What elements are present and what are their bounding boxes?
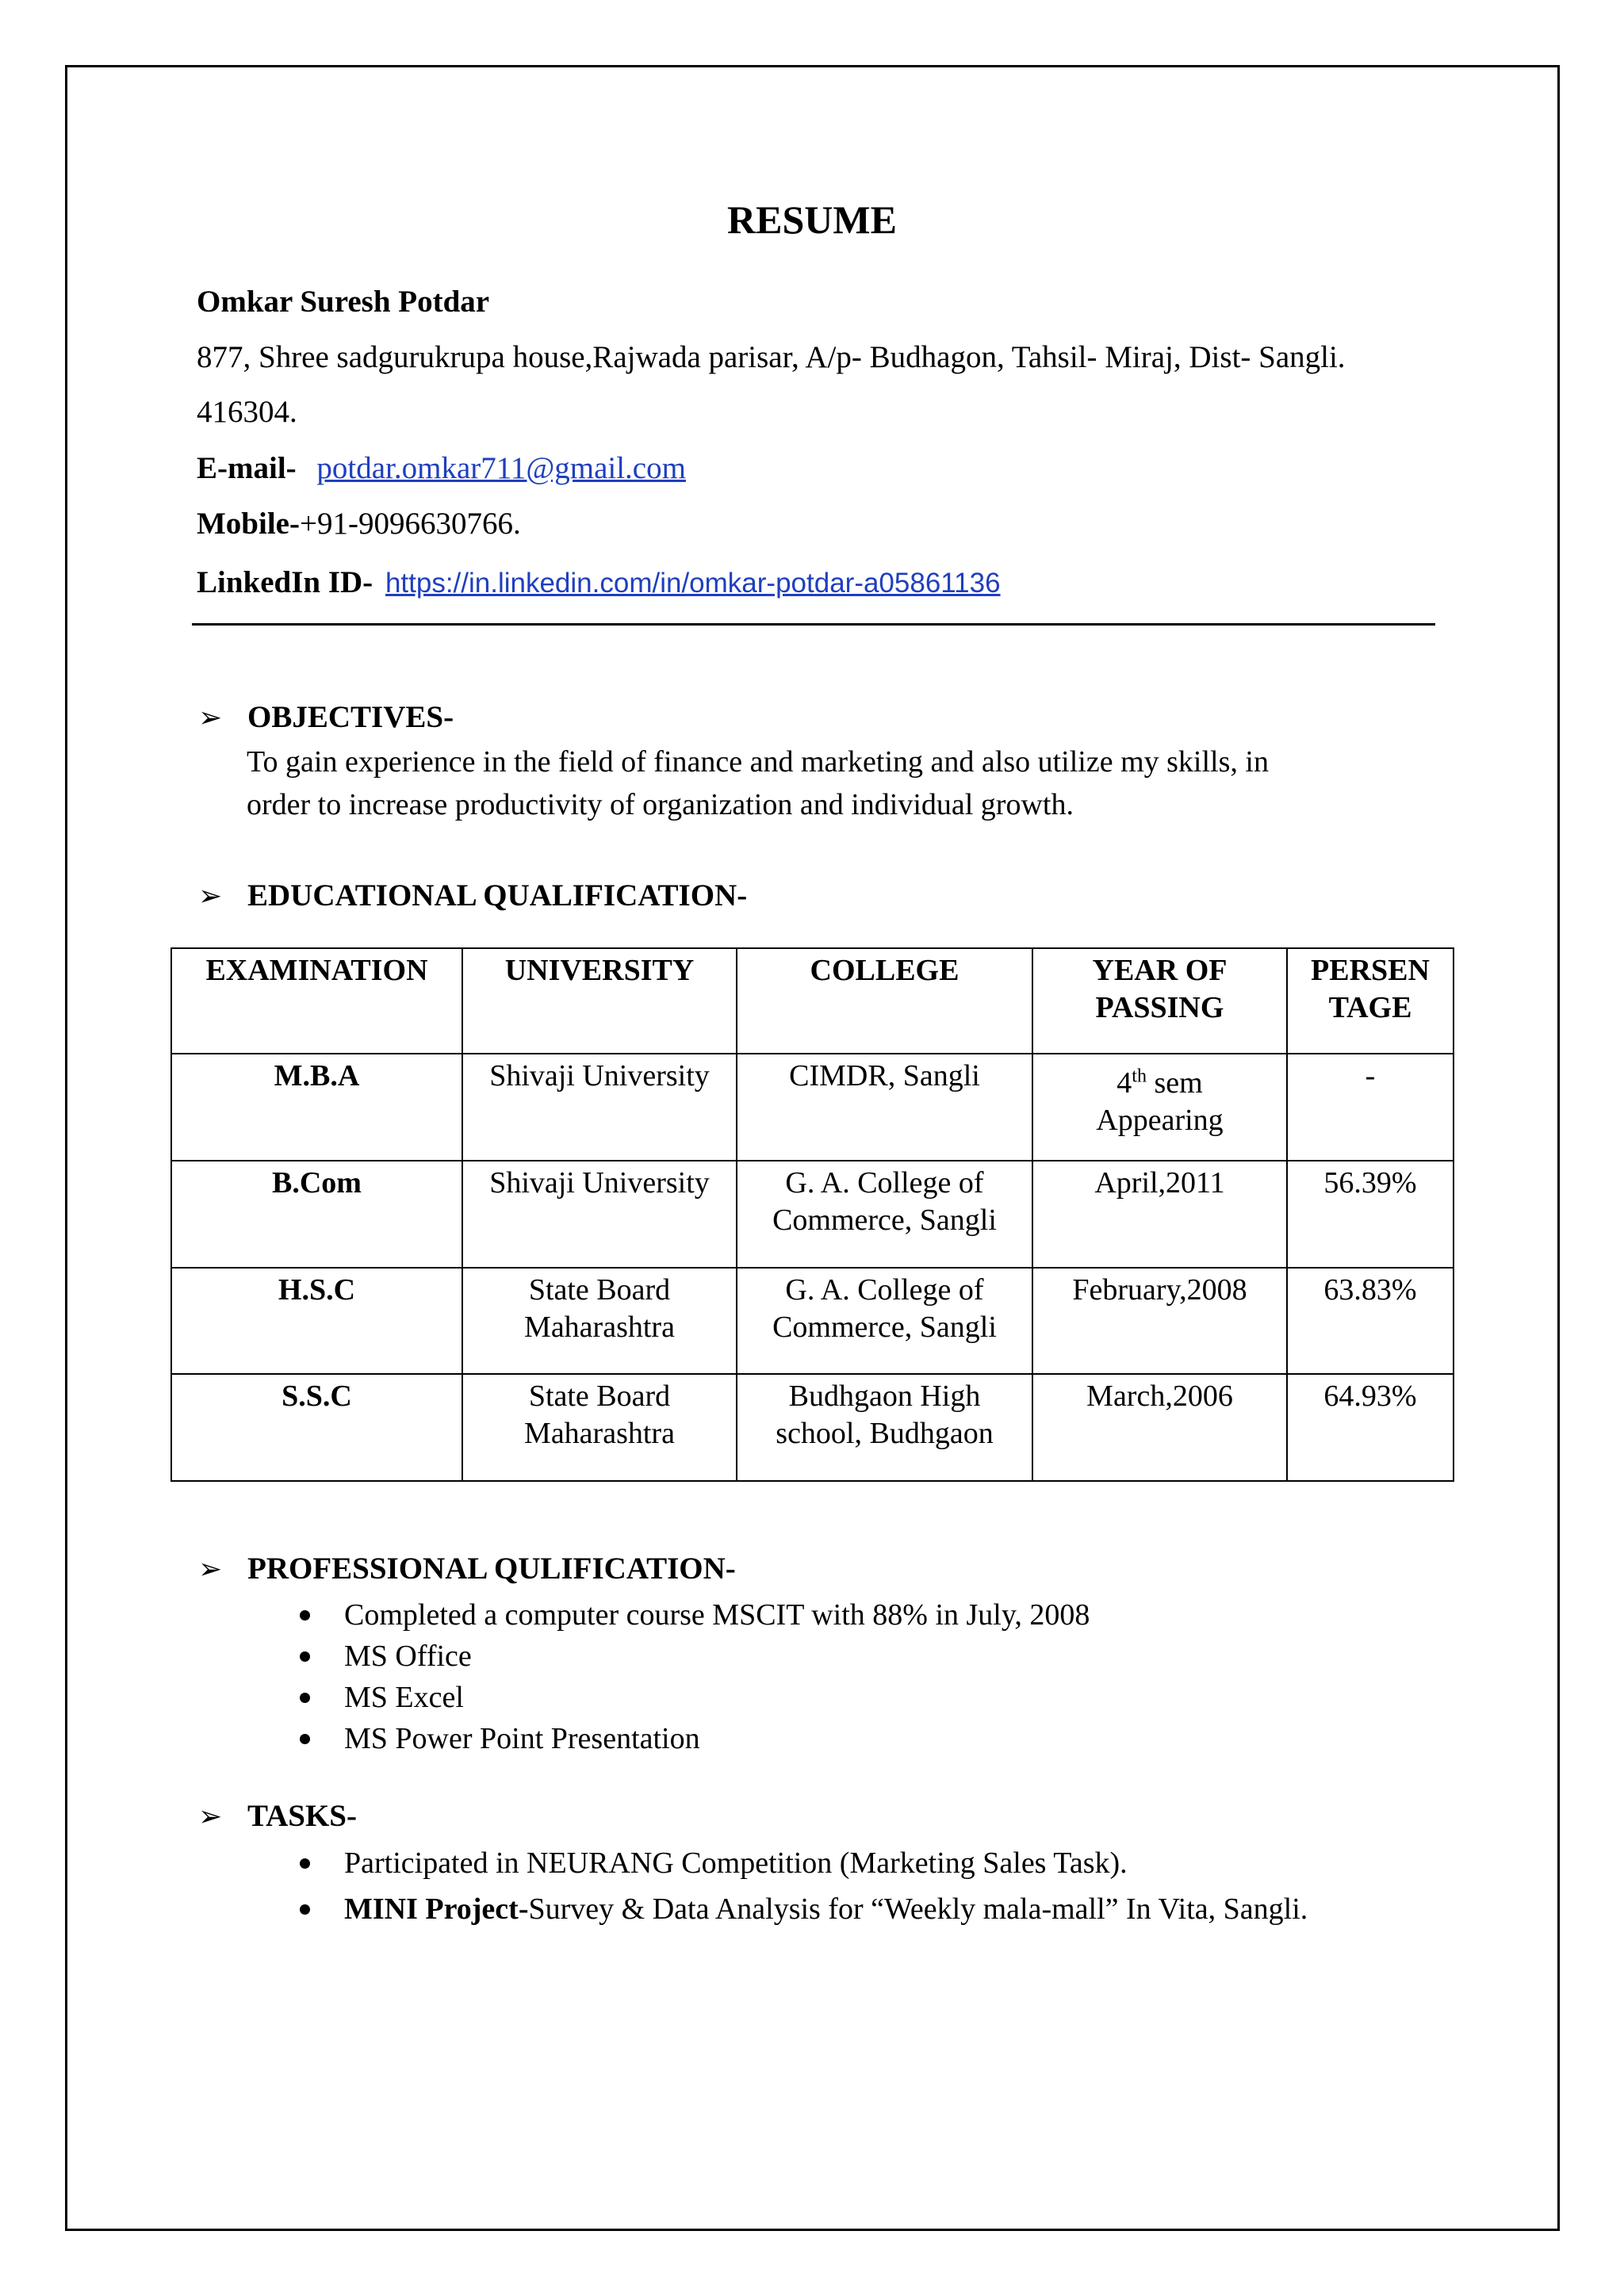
- column-header-college: COLLEGE: [737, 948, 1032, 1054]
- cell-college: CIMDR, Sangli: [737, 1054, 1032, 1161]
- cell-year-text: [1081, 1058, 1239, 1139]
- cell-exam: M.B.A: [171, 1054, 462, 1161]
- mobile-row: [197, 506, 521, 541]
- header-divider: [192, 623, 1435, 626]
- cell-college-text: G. A. College of Commerce, Sangli: [772, 1165, 997, 1237]
- cell-college: [737, 1374, 1032, 1481]
- address-line-2: 416304.: [197, 395, 297, 429]
- mobile-label: Mobile-: [197, 507, 300, 541]
- cell-university: Shivaji University: [462, 1054, 737, 1161]
- mobile-number: +91-9096630766.: [299, 507, 521, 541]
- list-item-text: Survey & Data Analysis for “Weekly mala-mall” In Vita, Sangli.: [528, 1892, 1308, 1926]
- tasks-list: [344, 1843, 1308, 1930]
- list-item-text: Participated in NEURANG Competition (Marketing Sales Task).: [344, 1846, 1128, 1880]
- cell-year: [1032, 1054, 1287, 1161]
- mini-project-label: MINI Project-: [344, 1892, 529, 1926]
- bullet-dot-icon: [300, 1693, 310, 1703]
- linkedin-row: [197, 564, 1001, 600]
- professional-heading: PROFESSIONAL QULIFICATION-: [247, 1552, 736, 1586]
- table-row: [171, 1374, 1454, 1481]
- cell-percentage: 64.93%: [1287, 1374, 1454, 1481]
- bullet-dot-icon: [300, 1858, 310, 1869]
- list-item-text: MS Excel: [344, 1681, 464, 1714]
- professional-list: [344, 1594, 1090, 1759]
- linkedin-link[interactable]: https://in.linkedin.com/in/omkar-potdar-a05861136: [385, 568, 1001, 599]
- objectives-heading-row: [198, 699, 454, 735]
- table-row: [171, 1054, 1454, 1161]
- column-header-percentage: [1287, 948, 1454, 1054]
- arrow-bullet-icon: ➢: [198, 702, 223, 734]
- cell-percentage: 63.83%: [1287, 1268, 1454, 1375]
- list-item-text: Completed a computer course MSCIT with 88% in July, 2008: [344, 1598, 1090, 1632]
- cell-university-text: State Board Maharashtra: [524, 1380, 675, 1451]
- address-line-1: 877, Shree sadgurukrupa house,Rajwada parisar, A/p- Budhagon, Tahsil- Miraj, Dist- Sangli.: [197, 340, 1346, 374]
- column-header-percentage-text: PERSEN TAGE: [1311, 954, 1430, 1024]
- bullet-dot-icon: [300, 1610, 310, 1621]
- email-label: E-mail-: [197, 451, 297, 485]
- arrow-bullet-icon: ➢: [198, 1800, 223, 1833]
- objectives-line-2: order to increase productivity of organization and individual growth.: [247, 788, 1074, 821]
- bullet-dot-icon: [300, 1904, 310, 1915]
- cell-exam: S.S.C: [171, 1374, 462, 1481]
- email-link[interactable]: potdar.omkar711@gmail.com: [316, 451, 686, 485]
- cell-percentage: -: [1287, 1054, 1454, 1161]
- cell-college: [737, 1268, 1032, 1375]
- list-item: [344, 1718, 1090, 1759]
- arrow-bullet-icon: ➢: [198, 880, 223, 913]
- cell-university: Shivaji University: [462, 1161, 737, 1268]
- list-item-text: MS Office: [344, 1640, 472, 1673]
- arrow-bullet-icon: ➢: [198, 1553, 223, 1586]
- cell-university: [462, 1268, 737, 1375]
- cell-year: March,2006: [1032, 1374, 1287, 1481]
- list-item: [344, 1594, 1090, 1636]
- table-row: [171, 1268, 1454, 1375]
- cell-college: [737, 1161, 1032, 1268]
- list-item-text: MS Power Point Presentation: [344, 1722, 700, 1755]
- education-table: [170, 947, 1454, 1482]
- cell-year: February,2008: [1032, 1268, 1287, 1375]
- cell-college-text: G. A. College of Commerce, Sangli: [772, 1272, 997, 1344]
- cell-year-value: 4th sem Appearing: [1096, 1066, 1224, 1137]
- tasks-heading-row: [198, 1798, 357, 1834]
- list-item: [344, 1677, 1090, 1718]
- list-item: [344, 1636, 1090, 1677]
- table-row: [171, 1161, 1454, 1268]
- professional-heading-row: [198, 1551, 736, 1586]
- tasks-heading: TASKS-: [247, 1799, 357, 1833]
- education-heading-row: [198, 878, 747, 913]
- education-heading: EDUCATIONAL QUALIFICATION-: [247, 878, 748, 913]
- column-header-examination: EXAMINATION: [171, 948, 462, 1054]
- cell-year: April,2011: [1032, 1161, 1287, 1268]
- list-item: [344, 1888, 1308, 1930]
- email-row: [197, 450, 686, 486]
- cell-exam: B.Com: [171, 1161, 462, 1268]
- cell-college-text: Budhgaon High school, Budhgaon: [776, 1380, 994, 1451]
- cell-university-text: State Board Maharashtra: [524, 1272, 675, 1344]
- objectives-heading: OBJECTIVES-: [247, 700, 454, 734]
- column-header-university: UNIVERSITY: [462, 948, 737, 1054]
- bullet-dot-icon: [300, 1651, 310, 1662]
- candidate-name: Omkar Suresh Potdar: [197, 285, 490, 319]
- cell-university: [462, 1374, 737, 1481]
- cell-exam: H.S.C: [171, 1268, 462, 1375]
- list-item: [344, 1843, 1308, 1888]
- cell-percentage: 56.39%: [1287, 1161, 1454, 1268]
- table-header-row: [171, 948, 1454, 1054]
- column-header-year: [1032, 948, 1287, 1054]
- objectives-line-1: To gain experience in the field of finance and marketing and also utilize my skills, in: [247, 745, 1269, 779]
- bullet-dot-icon: [300, 1734, 310, 1744]
- linkedin-label: LinkedIn ID-: [197, 565, 373, 599]
- resume-title: RESUME: [727, 197, 897, 242]
- column-header-year-text: YEAR OF PASSING: [1092, 954, 1228, 1024]
